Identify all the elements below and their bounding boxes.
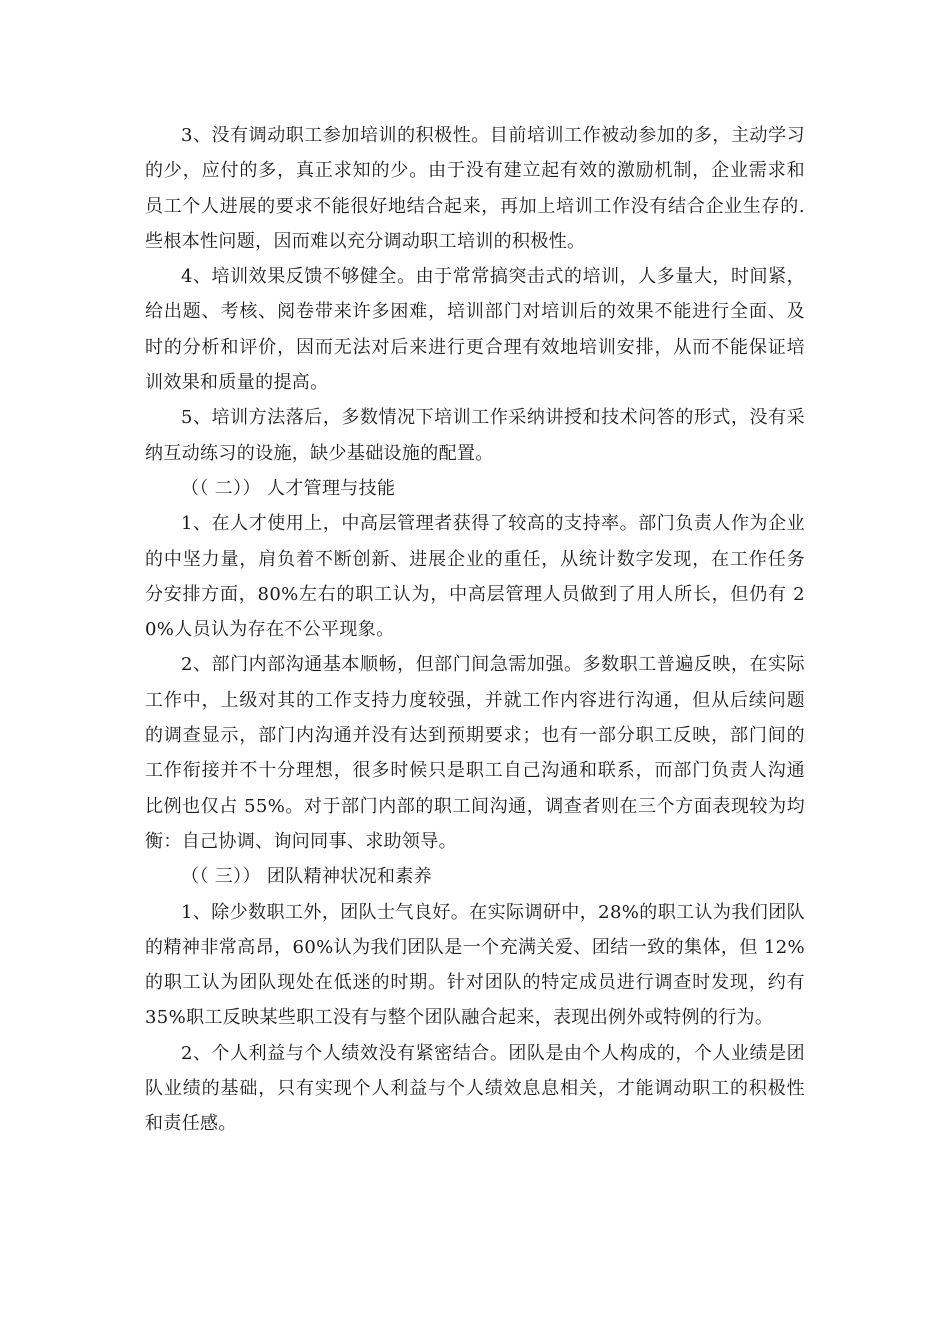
section-heading-team-spirit: （（ 三）） 团队精神状况和素养 xyxy=(181,866,433,888)
document-body xyxy=(145,118,805,1142)
paragraph-department-communication: 2、部门内部沟通基本顺畅，但部门间急需加强。多数职工普遍反映，在实际工作中，上级对其的工作支持力度较强，并就工作内容进行沟通，但从后续问题的调查显示，部门内沟通并没有达到预期要求；也有一部分职工反映，部门间的工作衔接并不十分理想，很多时候只是职工自己沟通和联系，而部门负责人沟通比例也仅占 55%。对于部门内部的职工间沟通，调查者则在三个方面表现较为均衡：自己协调、询问同事、求助领导。 xyxy=(145,654,805,852)
paragraph-training-motivation: 3、没有调动职工参加培训的积极性。目前培训工作被动参加的多，主动学习的少，应付的多，真正求知的少。由于没有建立起有效的激励机制，企业需求和员工个人进展的要求不能很好地结合起来，再加上培训工作没有结合企业生存的.些根本性问题，因而难以充分调动职工培训的积极性。 xyxy=(145,125,805,252)
section-heading-talent-management: （（ 二）） 人才管理与技能 xyxy=(181,477,396,499)
paragraph-training-feedback: 4、培训效果反馈不够健全。由于常常搞突击式的培训，人多量大，时间紧，给出题、考核、阅卷带来许多困难，培训部门对培训后的效果不能进行全面、及时的分析和评价，因而无法对后来进行更合理有效地培训安排，从而不能保证培训效果和质量的提高。 xyxy=(145,266,805,394)
paragraph-training-methods: 5、培训方法落后，多数情况下培训工作采纳讲授和技术问答的形式，没有采纳互动练习的设施，缺少基础设施的配置。 xyxy=(145,407,805,464)
paragraph-team-morale: 1、除少数职工外，团队士气良好。在实际调研中，28%的职工认为我们团队的精神非常高昂，60%认为我们团队是一个充满关爱、团结一致的集体，但 12%的职工认为团队现处在低迷的时期。针对团队的特定成员进行调查时发现，约有 35%职工反映某些职工没有与整个团队融合起来，表现出例外或特例的行为。 xyxy=(145,901,805,1029)
paragraph-individual-performance: 2、个人利益与个人绩效没有紧密结合。团队是由个人构成的，个人业绩是团队业绩的基础，只有实现个人利益与个人绩效息息相关，才能调动职工的积极性和责任感。 xyxy=(145,1042,805,1135)
paragraph-talent-use: 1、在人才使用上，中高层管理者获得了较高的支持率。部门负责人作为企业的中坚力量，肩负着不断创新、进展企业的重任，从统计数字发现，在工作任务分安排方面，80%左右的职工认为，中高层管理人员做到了用人所长，但仍有 20%人员认为存在不公平现象。 xyxy=(145,513,805,641)
